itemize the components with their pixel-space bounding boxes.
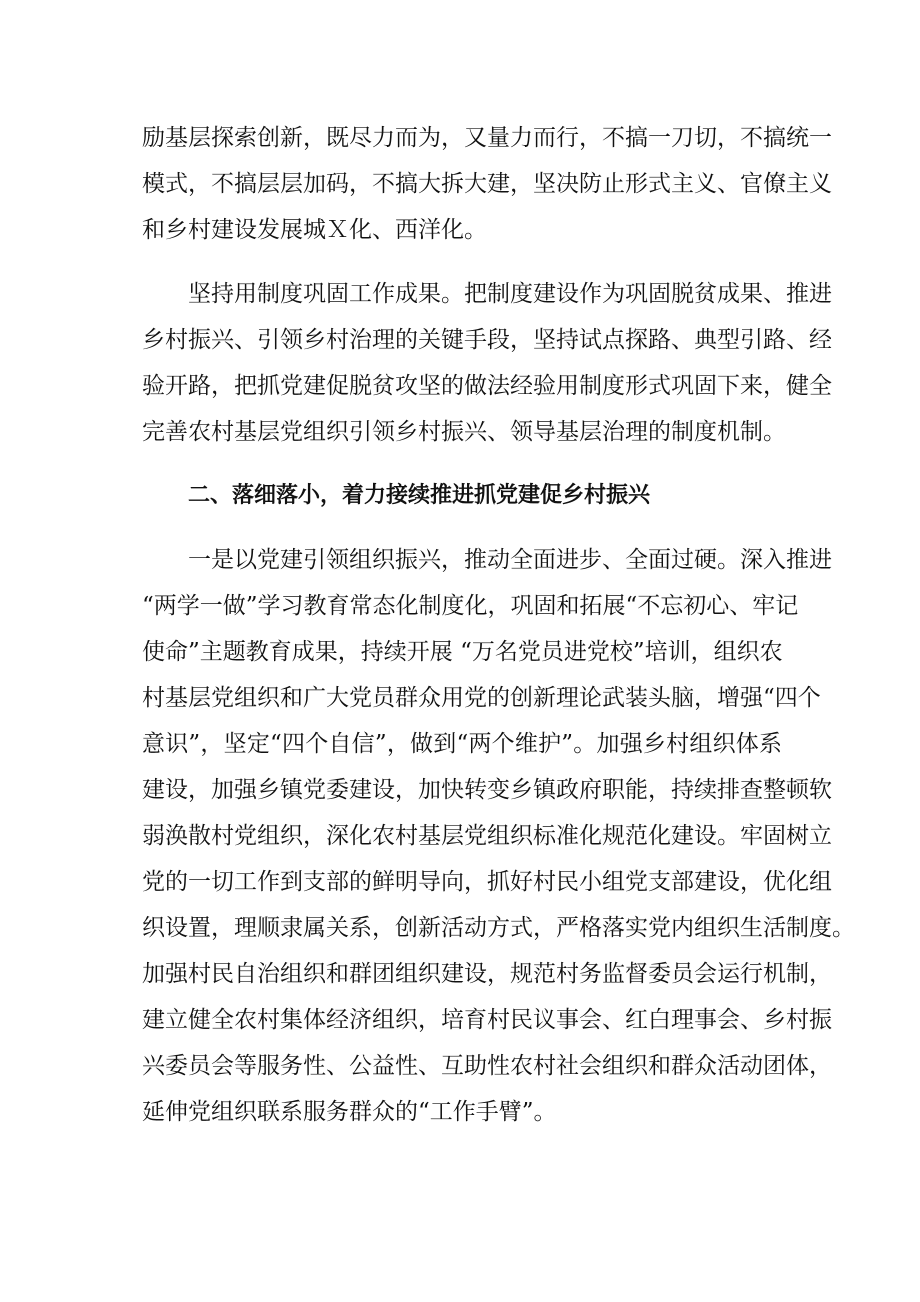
- paragraph-line: 验开路，把抓党建促脱贫攻坚的做法经验用制度形式巩固下来，健全: [142, 373, 832, 399]
- paragraph-line: 乡村振兴、引领乡村治理的关键手段，坚持试点探路、典型引路、经: [142, 327, 832, 353]
- paragraph-line: 加强村民自治组织和群团组织建设，规范村务监督委员会运行机制，: [142, 961, 832, 987]
- paragraph-line: 意识”，坚定“四个自信”，做到“两个维护”。加强乡村组织体系: [142, 731, 782, 757]
- section-heading: 二、落细落小，着力接续推进抓党建促乡村振兴: [188, 483, 651, 508]
- paragraph-line: 完善农村基层党组织引领乡村振兴、领导基层治理的制度机制。: [142, 419, 786, 445]
- paragraph-line: 励基层探索创新，既尽力而为，又量力而行，不搞一刀切，不搞统一: [142, 125, 832, 151]
- paragraph-line: 一是以党建引领组织振兴，推动全面进步、全面过硬。深入推进: [188, 547, 832, 573]
- paragraph-line: 建立健全农村集体经济组织，培育村民议事会、红白理事会、乡村振: [142, 1007, 832, 1033]
- paragraph-line: 党的一切工作到支部的鲜明导向，抓好村民小组党支部建设，优化组: [142, 869, 832, 895]
- paragraph-line: 延伸党组织联系服务群众的“工作手臂”。: [142, 1099, 557, 1125]
- paragraph-line: “两学一做”学习教育常态化制度化，巩固和拓展“不忘初心、牢记: [142, 593, 799, 619]
- paragraph-line: 兴委员会等服务性、公益性、互助性农村社会组织和群众活动团体，: [142, 1053, 832, 1079]
- paragraph-line: 建设，加强乡镇党委建设，加快转变乡镇政府职能，持续排查整顿软: [142, 777, 832, 803]
- paragraph-line: 模式，不搞层层加码，不搞大拆大建，坚决防止形式主义、官僚主义: [142, 171, 832, 197]
- paragraph-line: 和乡村建设发展城Ｘ化、西洋化。: [142, 217, 487, 243]
- paragraph-line: 弱涣散村党组织，深化农村基层党组织标准化规范化建设。牢固树立: [142, 823, 832, 849]
- paragraph-line: 坚持用制度巩固工作成果。把制度建设作为巩固脱贫成果、推进: [188, 281, 832, 307]
- paragraph-line: 村基层党组织和广大党员群众用党的创新理论武装头脑，增强“四个: [142, 685, 821, 711]
- paragraph-line: 使命”主题教育成果，持续开展 “万名党员进党校”培训，组织农: [142, 639, 783, 665]
- paragraph-line: 织设置，理顺隶属关系，创新活动方式，严格落实党内组织生活制度。: [142, 915, 855, 941]
